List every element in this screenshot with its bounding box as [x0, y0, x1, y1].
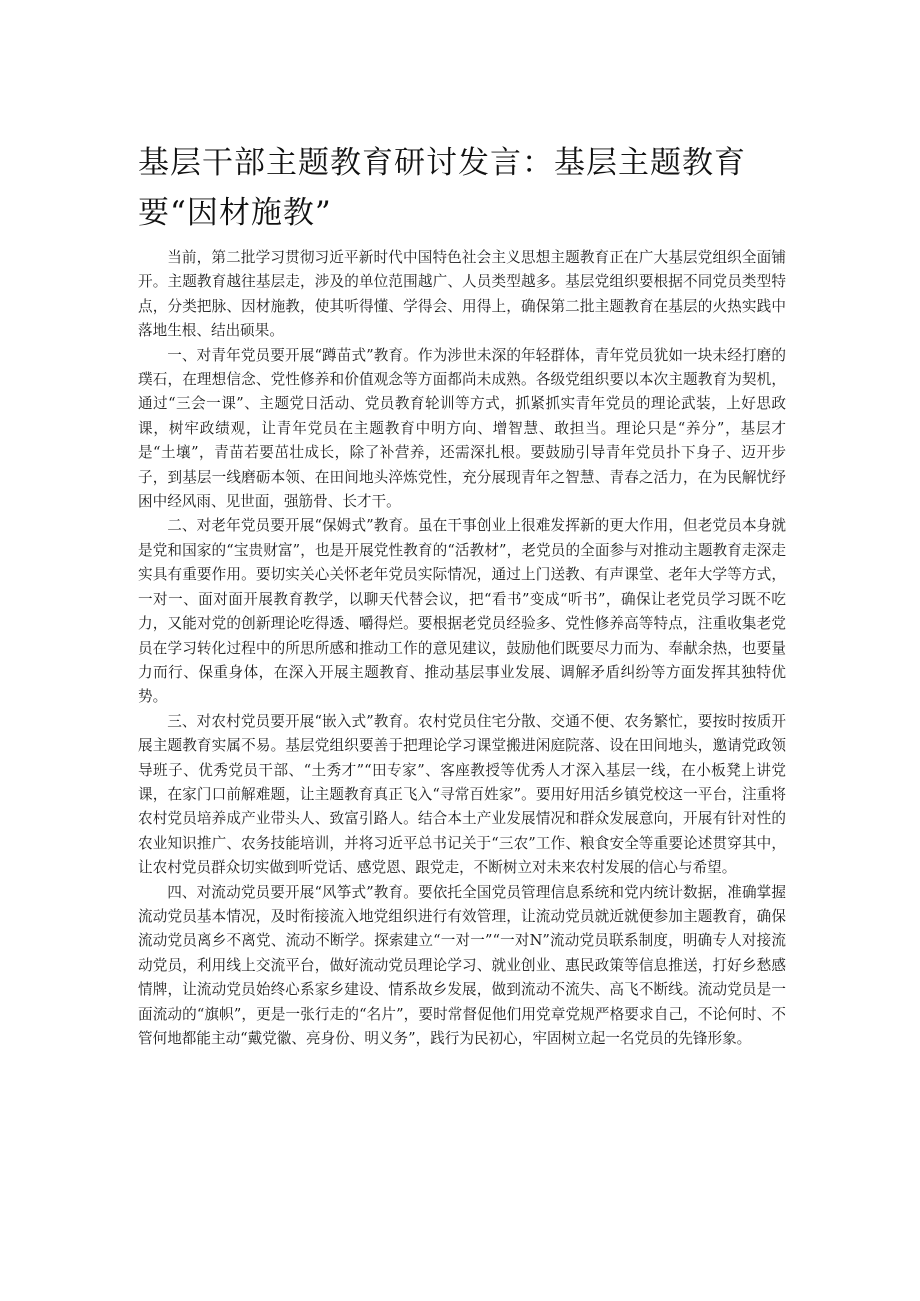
document-title: 基层干部主题教育研讨发言：基层主题教育要“因材施教”: [138, 145, 746, 231]
section-senior-members-paragraph: 二、对老年党员要开展“保姆式”教育。虽在干事创业上很难发挥新的更大作用，但老党员本身就是党和国家的“宝贵财富”，也是开展党性教育的“活教材”，老党员的全面参与对推动主题教育走深走实具有重要作用。要切实关心关怀老年党员实际情况，通过上门送教、有声课堂、老年大学等方式，一对一、面对面开展教育教学，以聊天代替会议，把“看书”变成“听书”，确保让老党员学习既不吃力，又能对党的创新理论吃得透、嚼得烂。要根据老党员经验多、党性修养高等特点，注重收集老党员在学习转化过程中的所思所感和推动工作的意见建议，鼓励他们既要尽力而为、奉献余热，也要量力而行、保重身体，在深入开展主题教育、推动基层事业发展、调解矛盾纠纷等方面发挥其独特优势。: [138, 517, 786, 706]
section-mobile-members-paragraph: 四、对流动党员要开展“风筝式”教育。要依托全国党员管理信息系统和党内统计数据，准确掌握流动党员基本情况，及时衔接流入地党组织进行有效管理，让流动党员就近就便参加主题教育，确保流动党员离乡不离党、流动不断学。探索建立“一对一”“一对N”流动党员联系制度，明确专人对接流动党员，利用线上交流平台，做好流动党员理论学习、就业创业、惠民政策等信息推送，打好乡愁感情牌，让流动党员始终心系家乡建设、情系故乡发展，做到流动不流失、高飞不断线。流动党员是一面流动的“旗帜”，更是一张行走的“名片”，要时常督促他们用党章党规严格要求自己，不论何时、不管何地都能主动“戴党徽、亮身份、明义务”，践行为民初心，牢固树立起一名党员的先锋形象。: [138, 883, 786, 1047]
section-rural-members-paragraph: 三、对农村党员要开展“嵌入式”教育。农村党员住宅分散、交通不便、农务繁忙，要按时按质开展主题教育实属不易。基层党组织要善于把理论学习课堂搬进闲庭院落、设在田间地头，邀请党政领导班子、优秀党员干部、“土秀才”“田专家”、客座教授等优秀人才深入基层一线，在小板凳上讲党课，在家门口前解难题，让主题教育真正飞入“寻常百姓家”。要用好用活乡镇党校这一平台，注重将农村党员培养成产业带头人、致富引路人。结合本土产业发展情况和群众发展意向，开展有针对性的农业知识推广、农务技能培训，并将习近平总书记关于“三农”工作、粮食安全等重要论述贯穿其中，让农村党员群众切实做到听党话、感党恩、跟党走，不断树立对未来农村发展的信心与希望。: [138, 712, 786, 877]
section-young-members-paragraph: 一、对青年党员要开展“蹲苗式”教育。作为涉世未深的年轻群体，青年党员犹如一块未经打磨的璞石，在理想信念、党性修养和价值观念等方面都尚未成熟。各级党组织要以本次主题教育为契机，通过“三会一课”、主题党日活动、党员教育轮训等方式，抓紧抓实青年党员的理论武装，上好思政课，树牢政绩观，让青年党员在主题教育中明方向、增智慧、敢担当。理论只是“养分”，基层才是“土壤”，青苗若要茁壮成长，除了补营养，还需深扎根。要鼓励引导青年党员扑下身子、迈开步子，到基层一线磨砺本领、在田间地头淬炼党性，充分展现青年之智慧、青春之活力，在为民解忧纾困中经风雨、见世面，强筋骨、长才干。: [138, 346, 786, 511]
document-page: [138, 138, 786, 1051]
intro-paragraph: 当前，第二批学习贯彻习近平新时代中国特色社会主义思想主题教育正在广大基层党组织全面铺开。主题教育越往基层走，涉及的单位范围越广、人员类型越多。基层党组织要根据不同党员类型特点，分类把脉、因材施教，使其听得懂、学得会、用得上，确保第二批主题教育在基层的火热实践中落地生根、结出硕果。: [138, 249, 786, 340]
